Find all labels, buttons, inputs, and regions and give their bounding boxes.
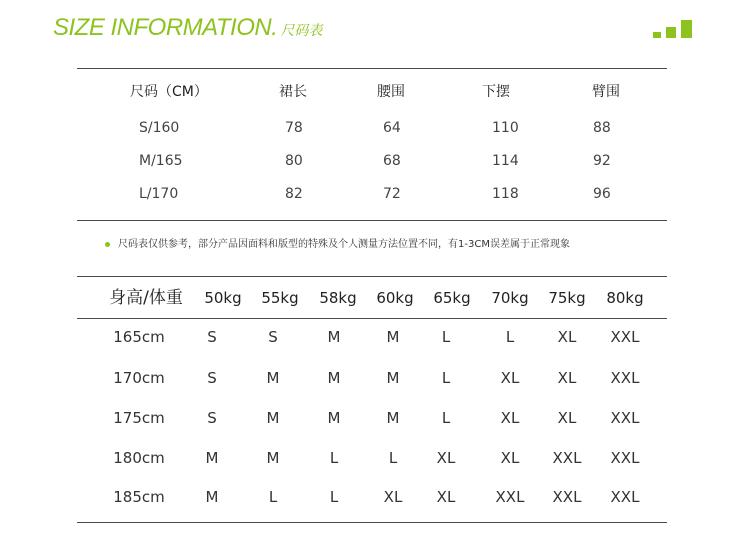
fit-table-cell: XL xyxy=(557,369,577,387)
fit-table-cell: M xyxy=(386,409,400,427)
fit-table-header: 60kg xyxy=(376,289,414,307)
fit-table-cell: M xyxy=(386,369,400,387)
fit-table-row-label: 175cm xyxy=(113,409,165,427)
page-title xyxy=(53,14,322,46)
size-table-cell: S/160 xyxy=(139,120,180,136)
bars-logo-icon xyxy=(653,20,695,38)
fit-table-cell: L xyxy=(441,409,451,427)
size-table-header: 下摆 xyxy=(482,84,510,100)
size-table-cell: 96 xyxy=(593,186,611,202)
fit-table-top-rule xyxy=(77,276,667,277)
fit-table-cell: M xyxy=(327,369,341,387)
fit-table-header: 50kg xyxy=(204,289,242,307)
fit-table-cell: XXL xyxy=(610,488,640,506)
size-table-bottom-rule xyxy=(77,220,667,221)
size-table-cell: M/165 xyxy=(139,153,183,169)
fit-table-cell: M xyxy=(205,488,219,506)
fit-table-header: 80kg xyxy=(606,289,644,307)
fit-table-cell: M xyxy=(266,449,280,467)
fit-table-cell: XL xyxy=(436,449,456,467)
fit-table-cell: L xyxy=(441,328,451,346)
fit-table-cell: XXL xyxy=(552,488,582,506)
fit-table-cell: M xyxy=(327,328,341,346)
size-table-cell: 114 xyxy=(492,153,519,169)
fit-table-header: 58kg xyxy=(319,289,357,307)
fit-table-cell: M xyxy=(327,409,341,427)
fit-table-cell: M xyxy=(266,369,280,387)
size-table-header: 尺码（CM） xyxy=(130,84,208,100)
title-chinese: 尺码表 xyxy=(280,23,323,39)
size-table-cell: 68 xyxy=(383,153,401,169)
size-table-cell: 72 xyxy=(383,186,401,202)
fit-table-cell: S xyxy=(207,328,217,346)
fit-table-header-rule xyxy=(77,318,667,319)
size-table-cell: 110 xyxy=(492,120,519,136)
fit-table-cell: L xyxy=(505,328,515,346)
fit-table-cell: XXL xyxy=(610,449,640,467)
fit-table-cell: XL xyxy=(500,369,520,387)
fit-table-cell: XXL xyxy=(610,409,640,427)
fit-table-cell: XL xyxy=(500,409,520,427)
fit-table-header: 75kg xyxy=(548,289,586,307)
fit-table-cell: M xyxy=(266,409,280,427)
fit-table-cell: L xyxy=(268,488,278,506)
size-table-header: 腰围 xyxy=(377,84,405,100)
fit-table-cell: XL xyxy=(557,409,577,427)
size-table-cell: 82 xyxy=(285,186,303,202)
size-note: 尺码表仅供参考，部分产品因面料和版型的特殊及个人测量方法位置不同，有1-3CM误差属于正常现象 xyxy=(118,239,570,250)
fit-table-cell: XXL xyxy=(495,488,525,506)
fit-table-cell: M xyxy=(386,328,400,346)
fit-table-cell: L xyxy=(329,488,339,506)
size-table-header: 臂围 xyxy=(592,84,620,100)
fit-table-cell: XL xyxy=(436,488,456,506)
size-table-header: 裙长 xyxy=(279,84,307,100)
size-table-cell: 78 xyxy=(285,120,303,136)
fit-table-cell: XXL xyxy=(610,328,640,346)
fit-table-header: 65kg xyxy=(433,289,471,307)
size-table-cell: 64 xyxy=(383,120,401,136)
size-table-cell: 118 xyxy=(492,186,519,202)
fit-table-header: 70kg xyxy=(491,289,529,307)
title-english: SIZE INFORMATION. xyxy=(53,14,278,41)
fit-table-row-label: 180cm xyxy=(113,449,165,467)
fit-table-cell: XL xyxy=(557,328,577,346)
fit-table-row-label: 170cm xyxy=(113,369,165,387)
fit-table-cell: L xyxy=(329,449,339,467)
fit-table-cell: XL xyxy=(383,488,403,506)
fit-table-header: 55kg xyxy=(261,289,299,307)
size-table-cell: 92 xyxy=(593,153,611,169)
fit-table-header: 身高/体重 xyxy=(109,288,183,308)
fit-table-bottom-rule xyxy=(77,522,667,523)
fit-table-row-label: 185cm xyxy=(113,488,165,506)
fit-table-row-label: 165cm xyxy=(113,328,165,346)
fit-table-cell: M xyxy=(205,449,219,467)
fit-table-cell: L xyxy=(388,449,398,467)
fit-table-cell: XXL xyxy=(610,369,640,387)
fit-table-cell: S xyxy=(207,409,217,427)
note-bullet-icon xyxy=(105,242,110,247)
fit-table-cell: S xyxy=(268,328,278,346)
size-table-cell: L/170 xyxy=(139,186,179,202)
fit-table-cell: L xyxy=(441,369,451,387)
fit-table-cell: XL xyxy=(500,449,520,467)
size-table-cell: 80 xyxy=(285,153,303,169)
size-table-cell: 88 xyxy=(593,120,611,136)
size-table-top-rule xyxy=(77,68,667,69)
fit-table-cell: XXL xyxy=(552,449,582,467)
fit-table-cell: S xyxy=(207,369,217,387)
